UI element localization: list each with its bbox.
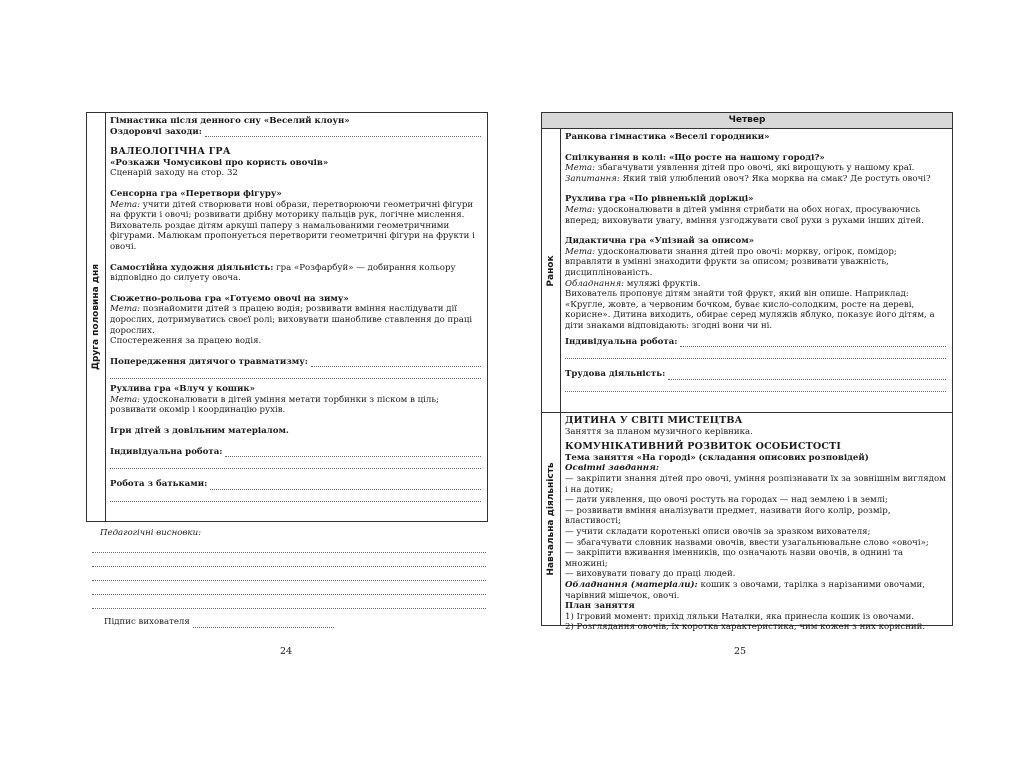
conclusions-label: Педагогічні висновки:: [100, 528, 201, 538]
day-header: Четвер: [542, 113, 952, 129]
learning-column: [542, 413, 561, 625]
thursday-table: [541, 112, 953, 633]
morning-gym: Ранкова гімнастика «Веселі городники»: [565, 132, 770, 142]
path-goal: Мета: удосконалювати в дітей уміння стрибати на обох ногах, просуваючись вперед; виховувати увагу, вміння узгоджувати свої рухи з рухами інших дітей.: [565, 204, 924, 226]
didactic-equipment: Обладнання: муляжі фруктів.: [565, 278, 701, 289]
sensory-goal: Мета: учити дітей створювати нові образи, перетворюючи геометричні фігури на фрукти і овочі; розвивати дрібну моторику пальців рук, логічне мислення.: [110, 199, 474, 221]
edu-tasks-label: Освітні завдання:: [565, 463, 660, 474]
page-number-left: 24: [280, 646, 293, 657]
parents-line: Робота з батьками:: [110, 479, 481, 490]
plan-item: 2) Розглядання овочів, їх коротка характеристика, чим кожен з них корисний.: [565, 622, 926, 633]
learning-label: Навчальна діяльність: [546, 462, 556, 576]
art-world-title: ДИТИНА У СВІТІ МИСТЕЦТВА: [565, 415, 743, 426]
gymnastics-title: Гімнастика після денного сну «Веселий клоун»: [110, 116, 350, 126]
music-note: Заняття за планом музичного керівника.: [565, 426, 753, 437]
circle-title: Спілкування в колі: «Що росте на нашому городі?»: [565, 152, 825, 163]
learning-section: [542, 413, 952, 633]
individual-line-right: Індивідуальна робота:: [565, 337, 946, 348]
injury-line: Попередження дитячого травматизму:: [110, 357, 481, 368]
free-play: Ігри дітей з довільним матеріалом.: [110, 426, 289, 437]
sensory-text: Вихователь роздає дітям аркуші паперу з намальованими геометричними фігурами. Малюкам пропонується перетворити геометричні фігури на фрукти і овочі.: [110, 220, 475, 252]
task-item: — закріпити знання дітей про овочі, уміння розпізнавати їх за зовнішнім виглядом і на дотик;: [565, 473, 946, 495]
conclusions-area: [92, 528, 486, 628]
signature-line: Підпис вихователя: [104, 617, 334, 628]
morning-column: [542, 129, 561, 412]
circle-question: Запитання: Який твій улюблений овоч? Яка морква на смак? Де ростуть овочі?: [565, 173, 931, 184]
didactic-text: Вихователь пропонує дітям знайти той фрукт, який він опише. Наприклад: «Кругле, жовте, а червоним бочком, буває кисло-солодким, росте на дереві, корисне». Дитина виходить, обирає серед муляжів яблуко, показує його дітям, а діти знаками відповідають: згодні вони чи ні.: [565, 289, 935, 331]
art-activity: Самостійна художня діяльність: гра «Розфарбуй» — добирання кольору відповідно до силуету овоча.: [110, 262, 456, 284]
health-line: Оздоровчі заходи:: [110, 127, 481, 138]
role-observation: Спостереження за працею водія.: [110, 336, 262, 347]
plan-label: План заняття: [565, 601, 635, 612]
didactic-title: Дидактична гра «Упізнай за описом»: [565, 236, 755, 247]
side-column: [87, 113, 106, 521]
equipment: Обладнання (матеріали): кошик з овочами, тарілка з нарізаними овочами, чарівний мішечок, овочі.: [565, 579, 925, 601]
right-page: [512, 0, 1024, 768]
role-title: Сюжетно-рольова гра «Готуємо овочі на зиму»: [110, 293, 349, 304]
task-item: — виховувати повагу до праці людей.: [565, 569, 736, 580]
valeology-note: Сценарій заходу на стор. 32: [110, 168, 238, 179]
task-item: — розвивати вміння аналізувати предмет, називати його колір, розмір, властивості;: [565, 505, 891, 527]
morning-label: Ранок: [546, 254, 556, 287]
mobile-goal: Мета: удосконалювати в дітей уміння метати торбинки з піском в ціль; розвивати окомір і координацію рухів.: [110, 394, 439, 416]
valeology-title: ВАЛЕОЛОГІЧНА ГРА: [110, 146, 231, 158]
side-label: Друга половина дня: [91, 263, 101, 371]
sensory-title: Сенсорна гра «Перетвори фігуру»: [110, 188, 282, 199]
task-item: — збагачувати словник назвами овочів, ввести узагальнювальне слово «овочі»;: [565, 537, 929, 548]
task-item: — закріпити вживання іменників, що означають назви овочів, в однині та множині;: [565, 548, 903, 569]
plan-item: 1) Ігровий момент: прихід ляльки Наталки, яка принесла кошик із овочами.: [565, 611, 915, 622]
individual-line: Індивідуальна робота:: [110, 447, 481, 458]
mobile-title: Рухлива гра «Влуч у кошик»: [110, 384, 255, 395]
circle-goal: Мета: збагачувати уявлення дітей про овочі, які вирощують у нашому краї.: [565, 163, 915, 174]
labor-line: Трудова діяльність:: [565, 369, 946, 380]
lesson-title: Тема заняття «На городі» (складання описових розповідей): [565, 452, 869, 463]
afternoon-table: [86, 112, 488, 522]
path-title: Рухлива гра «По рівненькій доріжці»: [565, 194, 754, 205]
morning-section: [542, 129, 952, 413]
valeology-game: «Розкажи Чомусикові про користь овочів»: [110, 157, 329, 168]
comm-dev-title: КОМУНІКАТИВНИЙ РОЗВИТОК ОСОБИСТОСТІ: [565, 441, 842, 453]
morning-content: [565, 132, 946, 392]
task-item: — учити складати коротенькі описи овочів за зразком вихователя;: [565, 526, 871, 537]
learning-content: [565, 416, 946, 633]
page-number-right: 25: [734, 646, 747, 657]
role-goal: Мета: познайомити дітей з працею водія; розвивати вміння наслідувати дії дорослих, дотримуватись своєї ролі; виховувати шанобливе ставлення до праці дорослих.: [110, 304, 473, 336]
task-item: — дати уявлення, що овочі ростуть на городах — над землею і в землі;: [565, 495, 888, 506]
afternoon-content: [110, 116, 481, 502]
didactic-goal: Мета: удосконалювати знання дітей про овочі: моркву, огірок, помідор; вправляти в умінні знаходити фрукти за описом; розвивати уважність, дисциплінованість.: [565, 246, 897, 278]
